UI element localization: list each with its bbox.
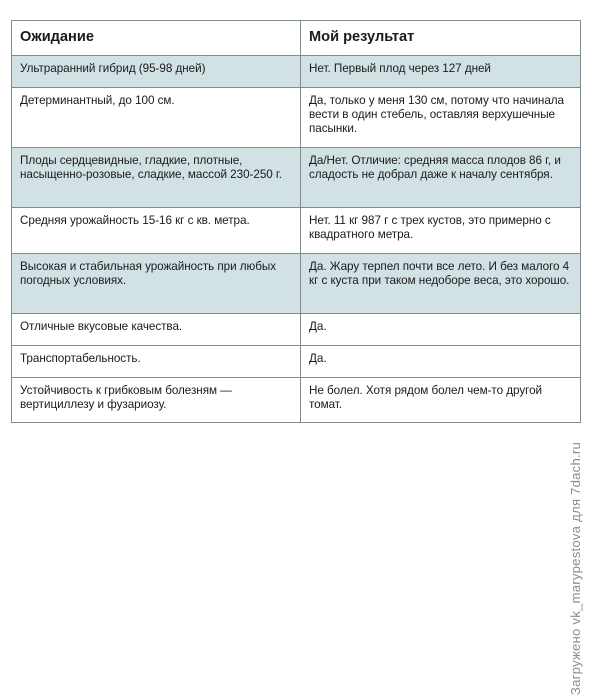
table-header	[12, 21, 581, 56]
cell-expectation: Плоды сердцевидные, гладкие, плотные, насыщенно-розовые, сладкие, массой 230-250 г.	[12, 148, 301, 208]
cell-expectation: Отличные вкусовые качества.	[12, 314, 301, 346]
cell-expectation: Устойчивость к грибковым болезням — вертициллезу и фузариозу.	[12, 378, 301, 423]
cell-result: Да, только у меня 130 см, потому что начинала вести в один стебель, оставляя верхушечные пасынки.	[301, 88, 581, 148]
column-header-expectation: Ожидание	[12, 21, 301, 56]
comparison-table	[11, 20, 581, 423]
table-row	[12, 378, 581, 423]
watermark-text: Загружено vk_marypestova для 7dach.ru	[568, 442, 583, 696]
cell-expectation: Детерминантный, до 100 см.	[12, 88, 301, 148]
cell-result: Да. Жару терпел почти все лето. И без малого 4 кг с куста при таком недоборе веса, это хорошо.	[301, 254, 581, 314]
column-header-result: Мой результат	[301, 21, 581, 56]
table-row	[12, 314, 581, 346]
cell-expectation: Транспортабельность.	[12, 346, 301, 378]
table-row	[12, 254, 581, 314]
cell-expectation: Ультраранний гибрид (95-98 дней)	[12, 56, 301, 88]
cell-result: Да.	[301, 346, 581, 378]
cell-expectation: Высокая и стабильная урожайность при любых погодных условиях.	[12, 254, 301, 314]
table-row	[12, 56, 581, 88]
table-header-row	[12, 21, 581, 56]
table-row	[12, 346, 581, 378]
table-body	[12, 56, 581, 423]
cell-result: Нет. 11 кг 987 г с трех кустов, это примерно с квадратного метра.	[301, 208, 581, 254]
cell-result: Не болел. Хотя рядом болел чем-то другой томат.	[301, 378, 581, 423]
cell-result: Да/Нет. Отличие: средняя масса плодов 86 г, и сладость не добрал даже к началу сентября.	[301, 148, 581, 208]
table-row	[12, 208, 581, 254]
table-row	[12, 88, 581, 148]
cell-expectation: Средняя урожайность 15-16 кг с кв. метра.	[12, 208, 301, 254]
watermark	[568, 442, 600, 697]
cell-result: Да.	[301, 314, 581, 346]
cell-result: Нет. Первый плод через 127 дней	[301, 56, 581, 88]
table-row	[12, 148, 581, 208]
